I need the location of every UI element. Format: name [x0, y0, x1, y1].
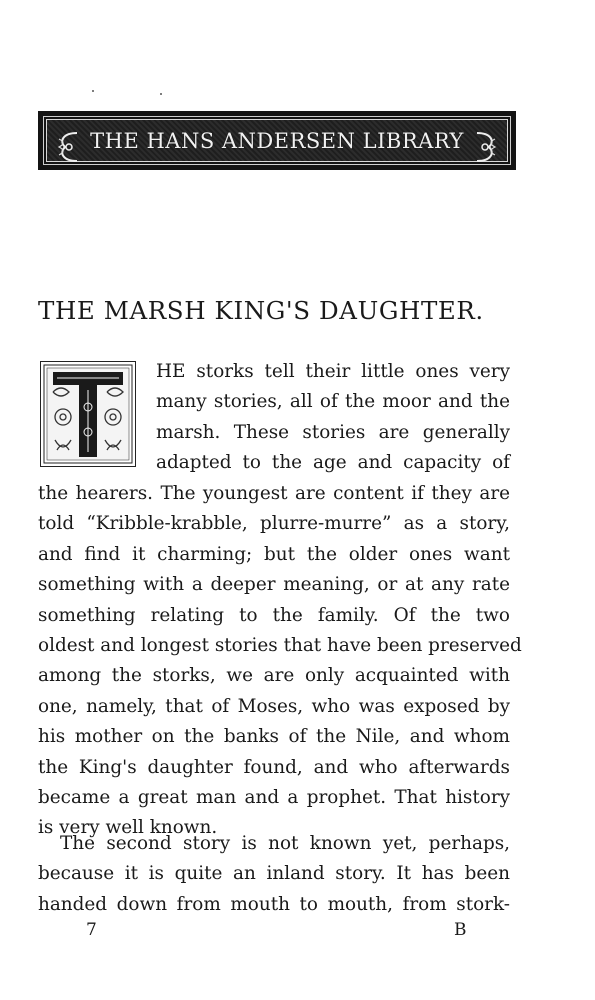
text-line: the hearers. The youngest are content if they are	[38, 483, 510, 504]
paragraph-2	[38, 829, 510, 920]
text-line: many stories, all of the moor and the	[156, 391, 510, 413]
text-line: HE storks tell their little ones very	[156, 361, 510, 382]
text-line: adapted to the age and capacity of	[156, 452, 510, 474]
series-title: THE HANS ANDERSEN LIBRARY	[90, 128, 464, 153]
text-line: became a great man and a prophet. That history	[38, 786, 510, 808]
signature-mark: B	[454, 920, 467, 940]
paragraph-1-opening	[38, 357, 510, 479]
ink-speck	[92, 90, 94, 92]
text-line: the King's daughter found, and who afterwards	[38, 756, 510, 778]
scroll-ornament-icon	[55, 129, 81, 165]
chapter-title: THE MARSH KING'S DAUGHTER.	[38, 296, 484, 325]
text-line: handed down from mouth to mouth, from stork-	[38, 893, 510, 915]
text-line: because it is quite an inland story. It has been	[38, 863, 510, 885]
page-number: 7	[86, 920, 97, 940]
paragraph-1-body	[38, 479, 522, 844]
text-line: marsh. These stories are generally	[156, 421, 510, 443]
series-banner	[38, 111, 516, 170]
text-line: one, namely, that of Moses, who was exposed by	[38, 695, 510, 717]
text-line: something relating to the family. Of the two	[38, 604, 510, 626]
text-line: oldest and longest stories that have been preserved	[38, 634, 522, 656]
text-line: his mother on the banks of the Nile, and whom	[38, 726, 510, 748]
text-line: is very well known.	[38, 817, 218, 839]
series-banner-frame	[46, 119, 508, 162]
text-line: among the storks, we are only acquainted with	[38, 665, 510, 687]
text-line: told “Kribble-krabble, plurre-murre” as a story,	[38, 513, 510, 535]
scroll-ornament-icon	[473, 129, 499, 165]
ink-speck	[160, 93, 162, 95]
text-line: The second story is not known yet, perhaps,	[60, 833, 510, 854]
text-line: and find it charming; but the older ones want	[38, 543, 510, 565]
text-line: something with a deeper meaning, or at any rate	[38, 574, 510, 596]
